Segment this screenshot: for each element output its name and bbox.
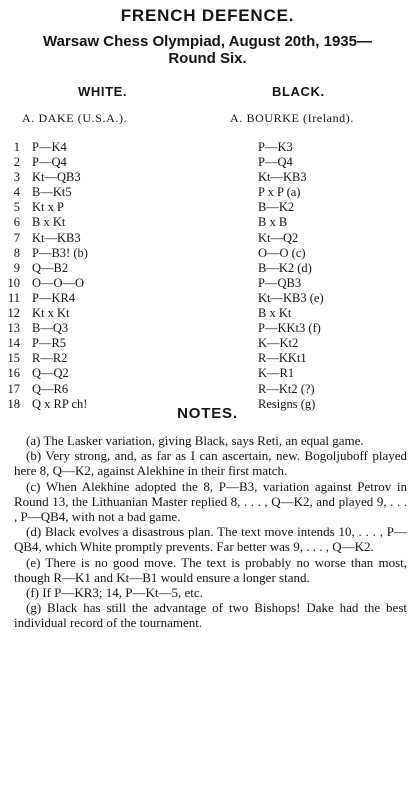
white-move: Q x RP ch! <box>32 396 88 411</box>
black-move: Kt—Q2 <box>258 230 299 245</box>
move-row <box>0 246 415 261</box>
move-row <box>0 336 415 351</box>
black-move: R—KKt1 <box>258 351 307 366</box>
move-row <box>0 231 415 246</box>
move-row <box>0 351 415 366</box>
move-number: 14 <box>7 336 20 351</box>
black-move: K—R1 <box>258 366 295 381</box>
white-move: P—B3! (b) <box>32 245 88 260</box>
white-move: Q—B2 <box>32 260 69 275</box>
move-number: 15 <box>7 351 20 366</box>
white-move: Kt—KB3 <box>32 230 81 245</box>
subtitle-line-2: Round Six. <box>168 50 247 67</box>
move-row <box>0 261 415 276</box>
move-row <box>0 366 415 381</box>
moves-list <box>0 140 415 412</box>
move-number: 10 <box>7 275 20 290</box>
move-number: 6 <box>13 215 20 230</box>
black-move: P—KKt3 (f) <box>258 321 321 336</box>
move-number: 3 <box>13 170 20 185</box>
move-number: 8 <box>13 245 20 260</box>
note-paragraph: (g) Black has still the advantage of two Bishops! Dake had the best individual record of the tournament. <box>14 600 407 631</box>
note-paragraph: (b) Very strong, and, as far as I can ascertain, new. Bogoljuboff played here 8, Q—K2, against Alekhine in their first match. <box>14 448 407 479</box>
move-row <box>0 291 415 306</box>
black-move: Kt—KB3 <box>258 170 307 185</box>
move-row <box>0 382 415 397</box>
move-row <box>0 306 415 321</box>
white-move: Q—R6 <box>32 381 69 396</box>
move-number: 9 <box>13 260 20 275</box>
move-number: 4 <box>13 185 20 200</box>
move-row <box>0 140 415 155</box>
note-paragraph: (d) Black evolves a disastrous plan. The text move intends 10, . . . , P—QB4, which White promptly prevents. Far better was 9, . . . , Q—K2. <box>14 524 407 555</box>
notes-section <box>14 433 407 631</box>
white-move: Kt—QB3 <box>32 170 81 185</box>
move-row <box>0 185 415 200</box>
black-move: P x P (a) <box>258 185 301 200</box>
white-move: B—Kt5 <box>32 185 72 200</box>
move-row <box>0 321 415 336</box>
black-move: P—Q4 <box>258 155 293 170</box>
white-player-name: A. DAKE (U.S.A.). <box>22 111 128 125</box>
note-paragraph: (a) The Lasker variation, giving Black, says Reti, an equal game. <box>26 433 364 448</box>
move-row <box>0 215 415 230</box>
white-move: O—O—O <box>32 275 85 290</box>
white-move: R—R2 <box>32 351 68 366</box>
move-row <box>0 155 415 170</box>
black-move: P—QB3 <box>258 275 302 290</box>
white-column-header: WHITE. <box>78 84 128 99</box>
note-paragraph: (e) There is no good move. The text is probably no worse than most, though R—K1 and Kt—B1 would ensure a longer stand. <box>14 554 407 585</box>
move-number: 17 <box>7 381 20 396</box>
move-number: 18 <box>7 396 20 411</box>
note-paragraph: (f) If P—KR3; 14, P—Kt—5, etc. <box>26 585 203 601</box>
game-title: FRENCH DEFENCE. <box>120 6 295 25</box>
white-move: P—R5 <box>32 336 67 351</box>
note-paragraph: (c) When Alekhine adopted the 8, P—B3, variation against Petrov in Round 13, the Lithuanian Master replied 8, . . . , Q—K2, and played 9, . . . , P—QB4, with not a bad game. <box>14 478 407 525</box>
white-move: Kt x Kt <box>32 306 70 321</box>
black-move: O—O (c) <box>258 245 306 260</box>
black-move: B x B <box>258 215 288 230</box>
move-row <box>0 170 415 185</box>
white-move: Kt x P <box>32 200 64 215</box>
white-move: B x Kt <box>32 215 66 230</box>
black-move: P—K3 <box>258 140 293 154</box>
black-move: B x Kt <box>258 306 292 321</box>
white-move: P—KR4 <box>32 290 76 305</box>
white-move: P—Q4 <box>32 155 67 170</box>
move-row <box>0 276 415 291</box>
white-move: Q—Q2 <box>32 366 69 381</box>
black-move: B—K2 (d) <box>258 260 312 275</box>
black-player-name: A. BOURKE (Ireland). <box>230 111 354 125</box>
white-move: B—Q3 <box>32 321 69 336</box>
game-subtitle <box>0 33 415 67</box>
black-move: Resigns (g) <box>258 396 316 411</box>
black-column-header: BLACK. <box>272 84 325 99</box>
subtitle-line-1: Warsaw Chess Olympiad, August 20th, 1935— <box>43 33 372 50</box>
notes-title: NOTES. <box>177 405 238 422</box>
black-move: R—Kt2 (?) <box>258 381 315 396</box>
move-number: 7 <box>13 230 20 245</box>
move-number: 13 <box>7 321 20 336</box>
black-move: Kt—KB3 (e) <box>258 290 324 305</box>
move-number: 2 <box>13 155 20 170</box>
move-number: 11 <box>7 290 20 305</box>
move-row <box>0 200 415 215</box>
move-number: 16 <box>7 366 20 381</box>
white-move: P—K4 <box>32 140 67 154</box>
black-move: K—Kt2 <box>258 336 299 351</box>
move-number: 5 <box>13 200 20 215</box>
black-move: B—K2 <box>258 200 295 215</box>
move-number: 1 <box>13 140 20 154</box>
move-number: 12 <box>7 306 20 321</box>
